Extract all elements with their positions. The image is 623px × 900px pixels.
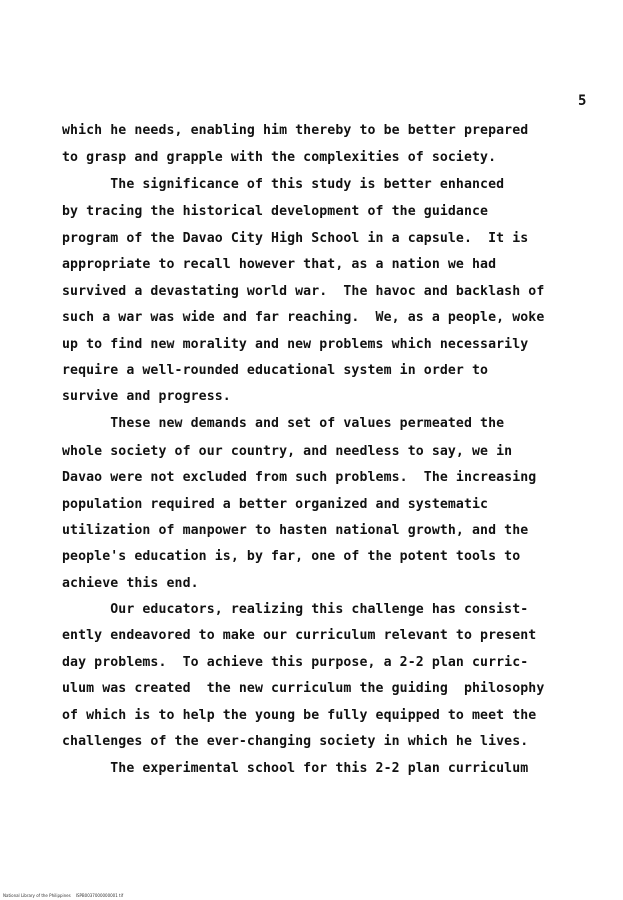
text-line: utilization of manpower to hasten national growth, and the [62, 523, 529, 538]
text-line: challenges of the ever-changing society in which he lives. [62, 734, 529, 749]
text-line: up to find new morality and new problems which necessarily [62, 337, 529, 352]
text-line: ently endeavored to make our curriculum relevant to present [62, 628, 537, 643]
text-line: population required a better organized and systematic [62, 497, 489, 512]
text-line: ulum was created the new curriculum the guiding philosophy [62, 681, 545, 696]
page-number: 5 [578, 93, 587, 109]
text-line: The significance of this study is better enhanced [62, 177, 505, 192]
text-line: survived a devastating world war. The havoc and backlash of [62, 284, 545, 299]
text-line: whole society of our country, and needless to say, we in [62, 444, 513, 459]
text-line: people's education is, by far, one of the potent tools to [62, 549, 521, 564]
text-line: such a war was wide and far reaching. We, as a people, woke [62, 310, 545, 325]
text-line: achieve this end. [62, 576, 199, 591]
text-line: require a well-rounded educational system in order to [62, 363, 489, 378]
text-line: These new demands and set of values permeated the [62, 416, 505, 431]
archive-footer: National Library of the Philippines ISPB0037000000001 tif [3, 893, 124, 898]
text-line: Davao were not excluded from such problems. The increasing [62, 470, 537, 485]
text-line: appropriate to recall however that, as a nation we had [62, 257, 497, 272]
text-line: by tracing the historical development of the guidance [62, 204, 489, 219]
text-line: The experimental school for this 2-2 plan curriculum [62, 761, 529, 776]
text-line: to grasp and grapple with the complexities of society. [62, 150, 497, 165]
text-line: of which is to help the young be fully equipped to meet the [62, 708, 537, 723]
text-line: program of the Davao City High School in a capsule. It is [62, 231, 529, 246]
text-line: which he needs, enabling him thereby to be better prepared [62, 123, 529, 138]
text-line: day problems. To achieve this purpose, a 2-2 plan curric- [62, 655, 529, 670]
text-line: survive and progress. [62, 389, 231, 404]
text-line: Our educators, realizing this challenge has consist- [62, 602, 529, 617]
